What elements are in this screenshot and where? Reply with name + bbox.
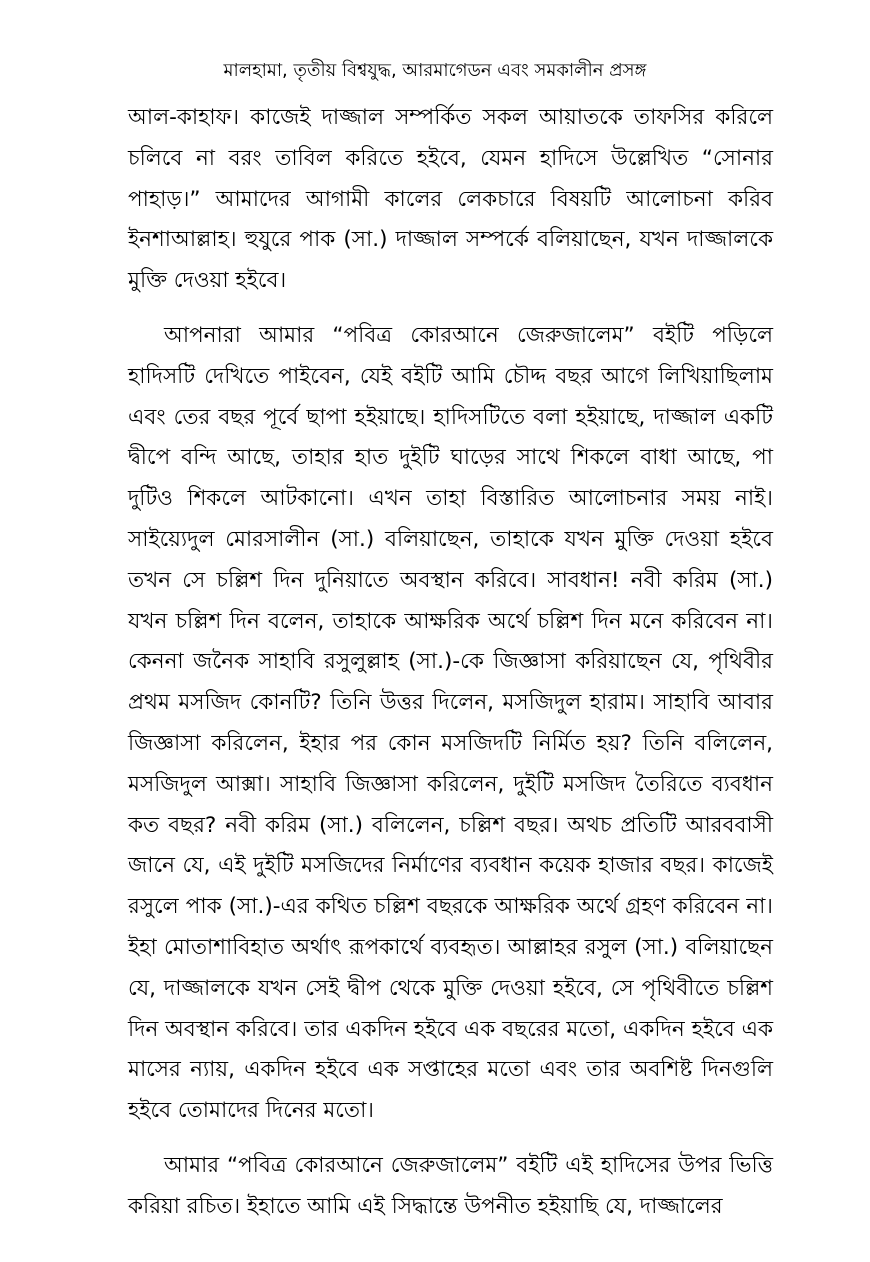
body-text bbox=[128, 98, 773, 1228]
paragraph-1: আল-কাহাফ। কাজেই দাজ্জাল সম্পর্কিত সকল আয়াতকে তাফসির করিলে চলিবে না বরং তাবিল করিতে হইবে, যেমন হাদিসে উল্লেখিত “সোনার পাহাড়।” আমাদের আগামী কালের লেকচারে বিষয়টি আলোচনা করিব ইনশাআল্লাহ। হুযুরে পাক (সা.) দাজ্জাল সম্পর্কে বলিয়াছেন, যখন দাজ্জালকে মুক্তি দেওয়া হইবে। bbox=[128, 105, 773, 294]
paragraph-2: আপনারা আমার “পবিত্র কোরআনে জেরুজালেম” বইটি পড়িলে হাদিসটি দেখিতে পাইবেন, যেই বইটি আমি চৌদ্দ বছর আগে লিখিয়াছিলাম এবং তের বছর পূর্বে ছাপা হইয়াছে। হাদিসটিতে বলা হইয়াছে, দাজ্জাল একটি দ্বীপে বন্দি আছে, তাহার হাত দুইটি ঘাড়ের সাথে শিকলে বাধা আছে, পা দুটিও শিকলে আটকানো। এখন তাহা বিস্তারিত আলোচনার সময় নাই। সাইয়্যেদুল মোরসালীন (সা.) বলিয়াছেন, তাহাকে যখন মুক্তি দেওয়া হইবে তখন সে চল্লিশ দিন দুনিয়াতে অবস্থান করিবে। সাবধান! নবী করিম (সা.) যখন চল্লিশ দিন বলেন, তাহাকে আক্ষরিক অর্থে চল্লিশ দিন মনে করিবেন না। কেননা জনৈক সাহাবি রসুলুল্লাহ (সা.)-কে জিজ্ঞাসা করিয়াছেন যে, পৃথিবীর প্রথম মসজিদ কোনটি? তিনি উত্তর দিলেন, মসজিদুল হারাম। সাহাবি আবার জিজ্ঞাসা করিলেন, ইহার পর কোন মসজিদটি নির্মিত হয়? তিনি বলিলেন, মসজিদুল আক্সা। সাহাবি জিজ্ঞাসা করিলেন, দুইটি মসজিদ তৈরিতে ব্যবধান কত বছর? নবী করিম (সা.) বলিলেন, চল্লিশ বছর। অথচ প্রতিটি আরববাসী জানে যে, এই দুইটি মসজিদের নির্মাণের ব্যবধান কয়েক হাজার বছর। কাজেই রসুলে পাক (সা.)-এর কথিত চল্লিশ বছরকে আক্ষরিক অর্থে গ্রহণ করিবেন না। ইহা মোতাশাবিহাত অর্থাৎ রূপকার্থে ব্যবহৃত। আল্লাহর রসুল (সা.) বলিয়াছেন যে, দাজ্জালকে যখন সেই দ্বীপ থেকে মুক্তি দেওয়া হইবে, সে পৃথিবীতে চল্লিশ দিন অবস্থান করিবে। তার একদিন হইবে এক বছরের মতো, একদিন হইবে এক মাসের ন্যায়, একদিন হইবে এক সপ্তাহের মতো এবং তার অবশিষ্ট দিনগুলি হইবে তোমাদের দিনের মতো। bbox=[128, 322, 773, 1124]
paragraph-3: আমার “পবিত্র কোরআনে জেরুজালেম” বইটি এই হাদিসের উপর ভিত্তি করিয়া রচিত। ইহাতে আমি এই সিদ্ধান্তে উপনীত হইয়াছি যে, দাজ্জালের bbox=[128, 1152, 773, 1219]
running-header: মালহামা, তৃতীয় বিশ্বযুদ্ধ, আরমাগেডন এবং সমকালীন প্রসঙ্গ bbox=[223, 60, 647, 81]
